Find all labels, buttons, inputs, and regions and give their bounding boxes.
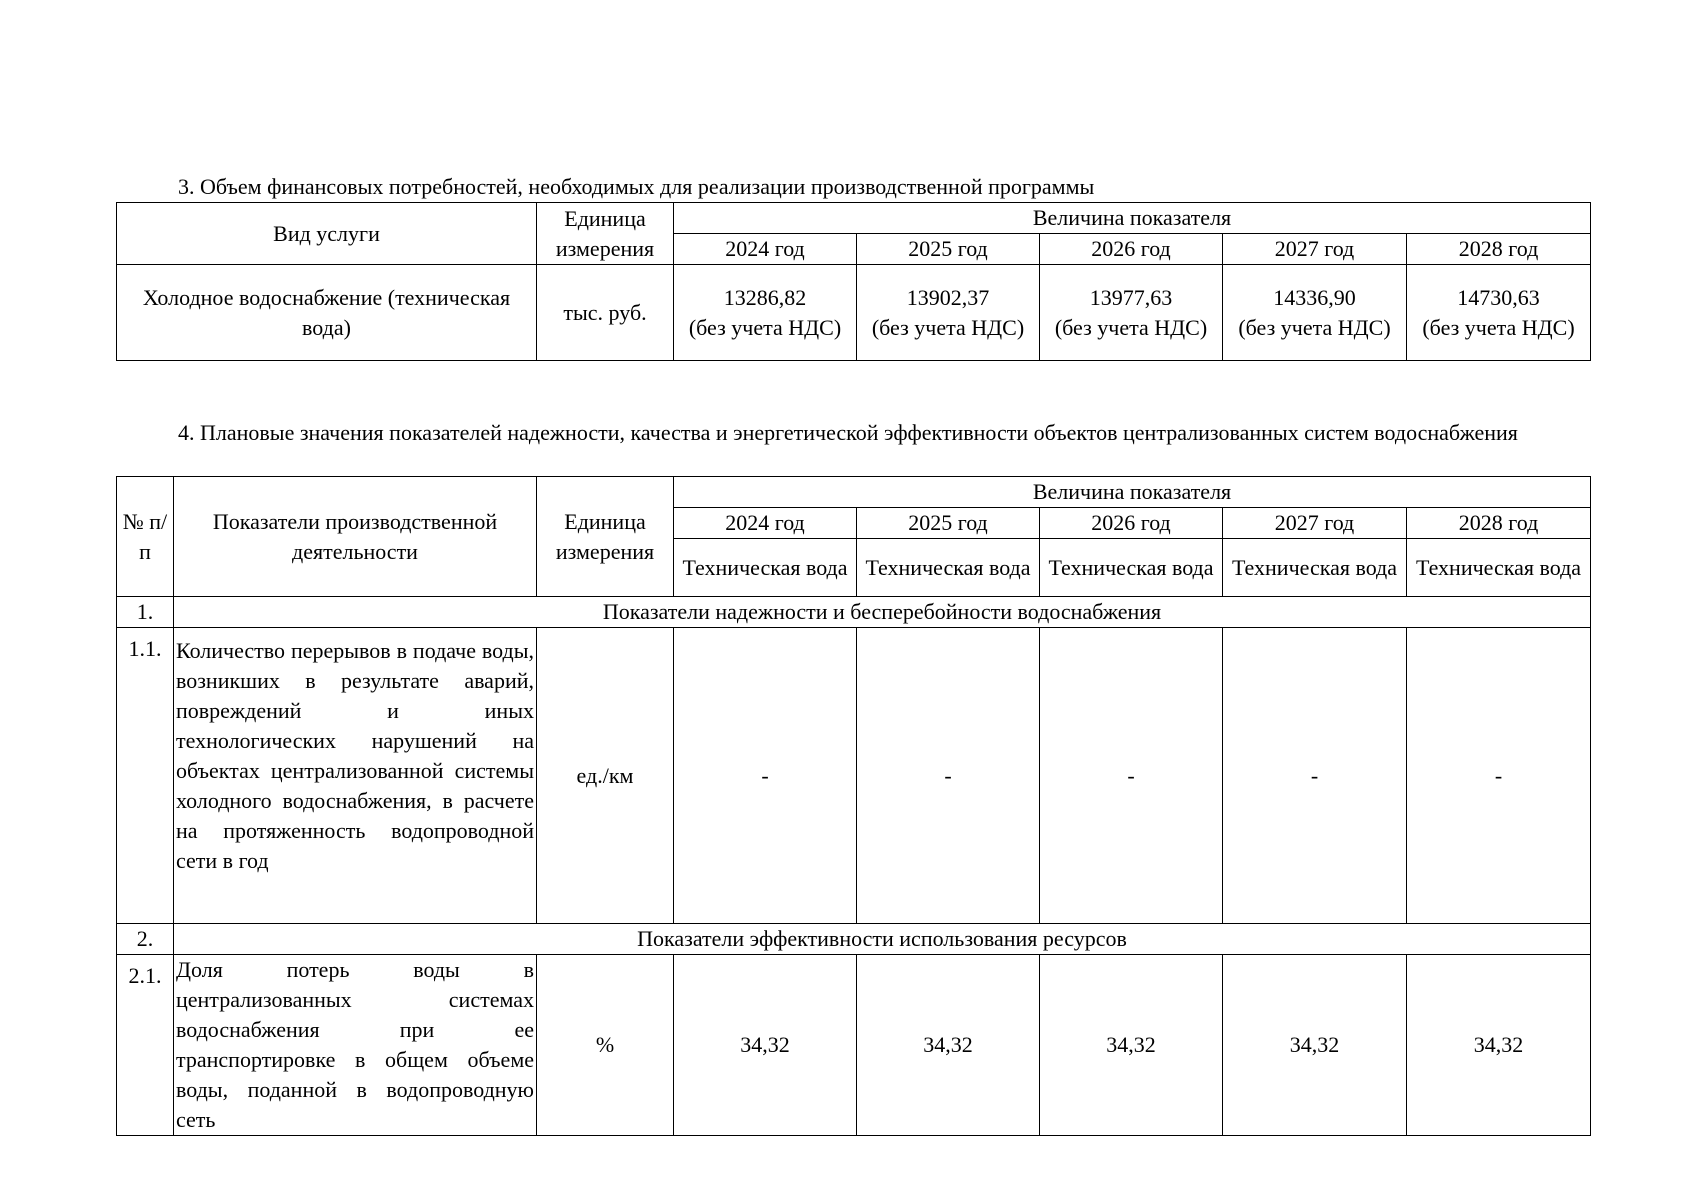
header-value-group: Величина показателя: [674, 203, 1591, 234]
value-cell: -: [1407, 628, 1591, 924]
value-cell: -: [1223, 628, 1407, 924]
value-cell: 34,32: [1223, 955, 1407, 1136]
header-year: 2026 год: [1040, 508, 1223, 539]
row-num: 2.1.: [117, 955, 174, 1136]
value-amount: 14730,63: [1457, 284, 1540, 310]
header-year: 2025 год: [857, 508, 1040, 539]
value-cell: 34,32: [857, 955, 1040, 1136]
header-water-type: Техническая вода: [1407, 539, 1591, 597]
header-unit: Единица измерения: [537, 477, 674, 597]
value-cell: [857, 265, 1040, 361]
row-unit: %: [537, 955, 674, 1136]
section4-caption: 4. Плановые значения показателей надежности, качества и энергетической эффективности объектов централизованных систем водоснабжения: [178, 420, 1518, 445]
row-num: 1.1.: [117, 628, 174, 924]
financial-needs-table: [116, 202, 1591, 361]
group-row: [117, 597, 1591, 628]
value-cell: 34,32: [1407, 955, 1591, 1136]
header-indicator: Показатели производственной деятельности: [174, 477, 537, 597]
header-year: 2028 год: [1407, 508, 1591, 539]
value-note: (без учета НДС): [871, 314, 1025, 340]
value-cell: -: [857, 628, 1040, 924]
value-note: (без учета НДС): [1238, 314, 1391, 340]
header-year: 2024 год: [674, 508, 857, 539]
service-name: Холодное водоснабжение (техническая вода): [117, 265, 537, 361]
section3-caption: 3. Объем финансовых потребностей, необходимых для реализации производственной программы: [178, 174, 1095, 199]
header-num: № п/п: [117, 477, 174, 597]
value-cell: [674, 265, 857, 361]
header-year: 2024 год: [674, 234, 857, 265]
value-cell: [1223, 265, 1407, 361]
header-year: 2025 год: [857, 234, 1040, 265]
value-cell: 34,32: [1040, 955, 1223, 1136]
value-cell: 34,32: [674, 955, 857, 1136]
service-unit: тыс. руб.: [537, 265, 674, 361]
indicator-text: Доля потерь воды в централизованных системах водоснабжения при ее транспортировке в общем объеме воды, поданной в водопроводную сеть: [174, 955, 537, 1136]
header-service-type: Вид услуги: [117, 203, 537, 265]
value-note: (без учета НДС): [1054, 314, 1208, 340]
header-water-type: Техническая вода: [857, 539, 1040, 597]
value-note: (без учета НДС): [1422, 314, 1575, 340]
table-row: [117, 628, 1591, 924]
value-cell: -: [1040, 628, 1223, 924]
value-amount: 13286,82: [723, 284, 807, 310]
table-row: [117, 265, 1591, 361]
header-year: 2026 год: [1040, 234, 1223, 265]
header-year: 2027 год: [1223, 234, 1407, 265]
header-water-type: Техническая вода: [674, 539, 857, 597]
group-num: 1.: [117, 597, 174, 628]
group-row: [117, 924, 1591, 955]
header-water-type: Техническая вода: [1040, 539, 1223, 597]
group-title: Показатели надежности и бесперебойности водоснабжения: [174, 597, 1591, 628]
value-amount: 13977,63: [1089, 284, 1173, 310]
header-unit: Единица измерения: [537, 203, 674, 265]
indicator-text: Количество перерывов в подаче воды, возникших в результате аварий, повреждений и иных технологических нарушений на объектах централизованной системы холодного водоснабжения, в расчете на протяженность водопроводной сети в год: [174, 628, 537, 924]
value-amount: 13902,37: [906, 284, 990, 310]
value-note: (без учета НДС): [688, 314, 842, 340]
group-title: Показатели эффективности использования ресурсов: [174, 924, 1591, 955]
value-cell: [1407, 265, 1591, 361]
header-value-group: Величина показателя: [674, 477, 1591, 508]
header-year: 2027 год: [1223, 508, 1407, 539]
value-cell: [1040, 265, 1223, 361]
indicators-table: [116, 476, 1591, 1136]
header-water-type: Техническая вода: [1223, 539, 1407, 597]
row-unit: ед./км: [537, 628, 674, 924]
group-num: 2.: [117, 924, 174, 955]
value-amount: 14336,90: [1273, 284, 1356, 310]
table-row: [117, 955, 1591, 1136]
value-cell: -: [674, 628, 857, 924]
header-year: 2028 год: [1407, 234, 1591, 265]
